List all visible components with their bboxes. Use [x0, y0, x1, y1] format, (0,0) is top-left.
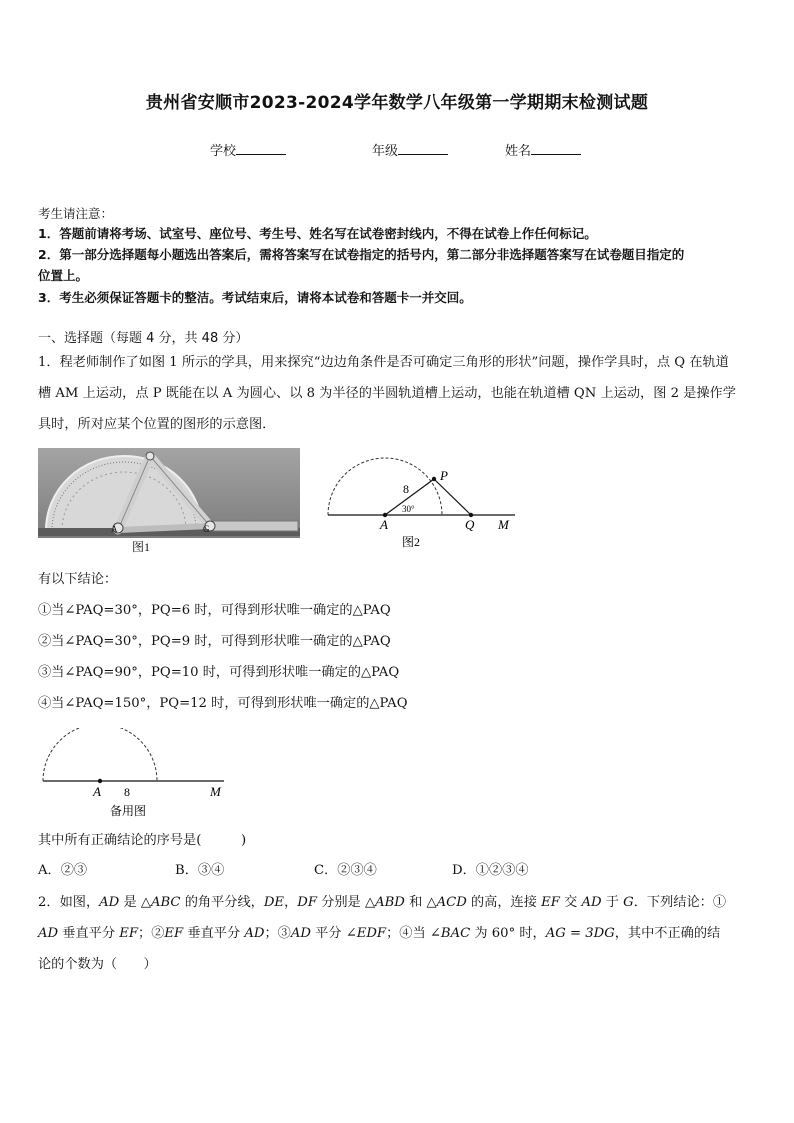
q2-line-2: AD 垂直平分 EF；②EF 垂直平分 AD；③AD 平分 ∠EDF；④当 ∠BAC 为 60° 时，AG = 3DG，其中不正确的结 — [38, 926, 721, 941]
figure-1-caption: 图1 — [132, 540, 151, 554]
q2-line-1: 2．如图，AD 是 △ABC 的角平分线，DE，DF 分别是 △ABD 和 △ACD 的高，连接 EF 交 AD 于 G．下列结论：① — [38, 895, 727, 910]
figure-2 — [320, 450, 520, 552]
figure-1-label-g: G — [203, 524, 210, 534]
spare-caption: 备用图 — [110, 804, 147, 818]
notice-heading: 考生请注意： — [38, 206, 114, 221]
notice-item-2: 2．第一部分选择题每小题选出答案后，需将答案写在试卷指定的括号内，第二部分非选择题答案写在试卷题目指定的 — [38, 247, 685, 262]
conclusion-4: ④当∠PAQ=150°，PQ=12 时，可得到形状唯一确定的△PAQ — [38, 696, 408, 711]
q1-line-2: 槽 AM 上运动，点 P 既能在以 A 为圆心、以 8 为半径的半圆轨道槽上运动，也能在轨道槽 QN 上运动，图 2 是操作学 — [38, 386, 736, 401]
grade-blank — [398, 142, 448, 155]
page-title: 贵州省安顺市2023-2024学年数学八年级第一学期期末检测试题 — [145, 93, 649, 113]
spare-label-a: A — [93, 784, 101, 799]
school-field — [210, 140, 286, 159]
option-b: B．③④ — [175, 863, 225, 878]
conclusion-1: ①当∠PAQ=30°，PQ=6 时，可得到形状唯一确定的△PAQ — [38, 603, 391, 618]
spare-semicircle — [43, 728, 157, 781]
figure-2-label-m: M — [498, 517, 509, 532]
q2-line-3: 论的个数为（ ） — [38, 957, 157, 972]
conclusion-intro: 有以下结论： — [38, 572, 118, 587]
semicircle-track — [328, 458, 442, 515]
track-bar — [208, 521, 298, 531]
conclusion-2: ②当∠PAQ=30°，PQ=9 时，可得到形状唯一确定的△PAQ — [38, 634, 391, 649]
figure-spare — [38, 728, 238, 822]
grade-field — [372, 140, 448, 159]
spare-label-m: M — [210, 784, 221, 799]
figure-2-label-a: A — [380, 517, 388, 532]
q1-line-3: 具时，所对应某个位置的图形的示意图． — [38, 417, 276, 432]
q1-question: 其中所有正确结论的序号是( ) — [38, 833, 247, 848]
name-blank — [531, 142, 581, 155]
section-heading: 一、选择题（每题 4 分，共 48 分） — [38, 331, 249, 346]
conclusion-3: ③当∠PAQ=90°，PQ=10 时，可得到形状唯一确定的△PAQ — [38, 665, 400, 680]
figure-2-caption: 图2 — [402, 535, 421, 549]
grade-label: 年级 — [372, 144, 399, 159]
school-blank — [236, 142, 286, 155]
name-label: 姓名 — [505, 144, 532, 159]
notice-item-1: 1．答题前请将考场、试室号、座位号、考生号、姓名写在试卷密封线内，不得在试卷上作任何标记。 — [38, 226, 597, 241]
name-field — [505, 140, 581, 159]
figure-2-label-p: P — [440, 468, 448, 483]
q1-line-1: 1．程老师制作了如图 1 所示的学具，用来探究“边边角条件是否可确定三角形的形状”问题，操作学具时，点 Q 在轨道 — [38, 355, 729, 370]
figure-2-length: 8 — [403, 482, 409, 496]
notice-item-2-cont: 位置上。 — [38, 268, 89, 283]
figure-1 — [38, 448, 300, 556]
figure-2-label-q: Q — [465, 517, 475, 532]
spare-length: 8 — [124, 785, 130, 799]
notice-item-3: 3．考生必须保证答题卡的整洁。考试结束后，请将本试卷和答题卡一并交回。 — [38, 290, 472, 305]
option-c: C．②③④ — [314, 863, 377, 878]
school-label: 学校 — [210, 144, 237, 159]
figure-1-label-a: A — [111, 524, 118, 534]
option-d: D．①②③④ — [452, 863, 529, 878]
figure-2-angle: 30° — [402, 504, 415, 514]
option-a: A．②③ — [38, 863, 88, 878]
